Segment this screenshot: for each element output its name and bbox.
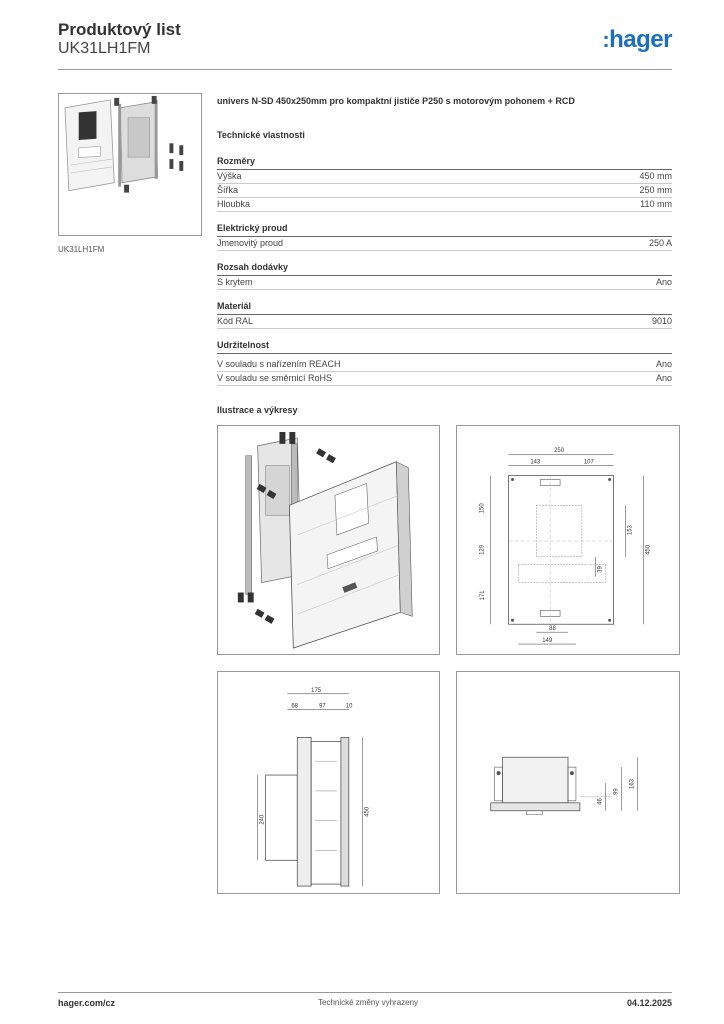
svg-text:129: 129 — [479, 544, 486, 555]
spec-row: V souladu se směrnicí RoHS Ano — [217, 372, 672, 386]
page-header — [58, 20, 672, 70]
spec-row: Hloubka 110 mm — [217, 198, 672, 212]
section-title-material: Materiál — [217, 301, 672, 315]
svg-text:150: 150 — [479, 503, 486, 514]
section-title-current: Elektrický proud — [217, 223, 672, 237]
svg-text:107: 107 — [583, 459, 594, 466]
footer-divider — [58, 992, 672, 993]
footer-date: 04.12.2025 — [626, 998, 672, 1008]
header-divider — [58, 69, 672, 70]
svg-text:10: 10 — [345, 703, 353, 710]
svg-text:99: 99 — [613, 788, 620, 795]
illustrations-title: Ilustrace a výkresy — [217, 405, 298, 415]
svg-text:149: 149 — [542, 638, 553, 645]
product-code: UK31LH1FM — [58, 40, 151, 57]
footer-website-link[interactable]: hager.com/cz — [58, 998, 116, 1008]
spec-row: S krytem Ano — [217, 276, 672, 290]
svg-text:450: 450 — [364, 806, 371, 817]
side-view-drawing — [217, 671, 440, 894]
svg-text:240: 240 — [259, 814, 266, 825]
spec-row: Jmenovitý proud 250 A — [217, 237, 672, 251]
svg-text:68: 68 — [291, 703, 298, 710]
section-title-dimensions: Rozměry — [217, 156, 672, 170]
front-view-drawing — [456, 425, 680, 655]
thumbnail-caption: UK31LH1FM — [58, 245, 105, 254]
svg-text:97: 97 — [319, 703, 326, 710]
svg-text:250: 250 — [554, 447, 565, 454]
hager-logo: :hager — [602, 26, 672, 53]
spec-row: Výška 450 mm — [217, 170, 672, 184]
section-title-scope: Rozsah dodávky — [217, 262, 672, 276]
isometric-drawing — [217, 425, 440, 655]
svg-text:450: 450 — [645, 544, 652, 555]
svg-text:143: 143 — [530, 459, 541, 466]
svg-text:163: 163 — [629, 779, 636, 789]
svg-text:88: 88 — [549, 626, 556, 633]
svg-text:153: 153 — [627, 525, 634, 536]
page-title: Produktový list — [58, 20, 181, 39]
product-description: univers N-SD 450x250mm pro kompaktní jističe P250 s motorovým pohonem + RCD — [217, 96, 575, 106]
svg-text:46: 46 — [597, 798, 604, 805]
spec-row: V souladu s nařízením REACH Ano — [217, 358, 672, 372]
product-thumbnail — [58, 93, 202, 236]
svg-text:39: 39 — [597, 566, 604, 573]
section-title-sustainability: Udržitelnost — [217, 340, 672, 354]
top-view-drawing — [456, 671, 680, 894]
tech-properties-title: Technické vlastnosti — [217, 130, 305, 140]
spec-row: Kód RAL 9010 — [217, 315, 672, 329]
spec-row: Šířka 250 mm — [217, 184, 672, 198]
svg-text:175: 175 — [311, 687, 322, 694]
footer-note: Technické změny vyhrazeny — [318, 998, 419, 1007]
svg-text:171: 171 — [479, 590, 486, 601]
